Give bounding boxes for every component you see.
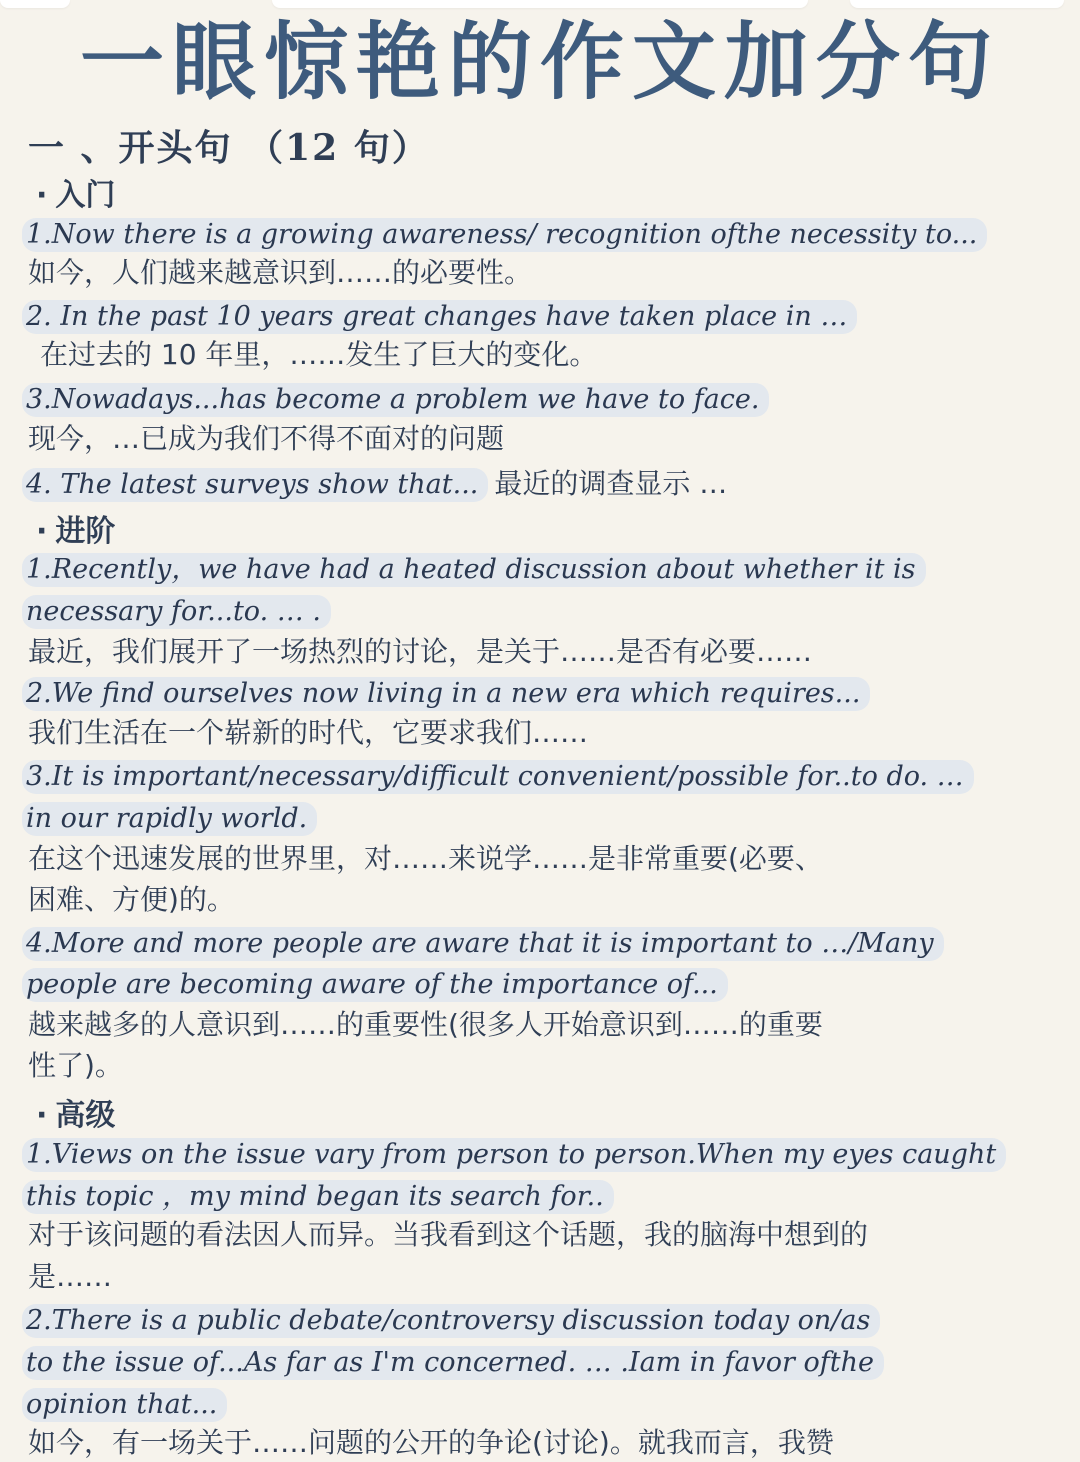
top-tab [272,0,808,8]
sentence-en: 2.There is a public debate/controversy discussion today on/as [22,1304,880,1338]
level-heading-entry [36,170,115,214]
sentence-zh: 性了)。 [28,1049,123,1082]
sentence-en: opinion that... [22,1388,227,1422]
sentence-en: 2.We find ourselves now living in a new era which requires... [22,677,870,711]
sentence-en: 1.Recently，we have had a heated discussion about whether it is [22,553,926,587]
page-title: 一眼惊艳的作文加分句 [79,12,1000,111]
sentence-zh: 对于该问题的看法因人而异。当我看到这个话题，我的脑海中想到的 [28,1218,869,1251]
sentence-en: 3.Nowadays...has become a problem we have to face. [22,383,769,417]
sentence-en: 1.Now there is a growing awareness/ recognition ofthe necessity to... [22,218,987,252]
level-heading-expert [36,1090,115,1134]
sentence-zh: 我们生活在一个崭新的时代，它要求我们…… [28,716,589,749]
sentence-en: necessary for...to. … . [22,595,331,629]
sentence-zh: 现今，…已成为我们不得不面对的问题 [28,422,505,455]
bullet-dot: · [36,178,48,213]
level-label: 进阶 [55,514,116,549]
sentence-en: in our rapidly world. [22,802,317,836]
sentence-zh: 如今，有一场关于……问题的公开的争论(讨论)。就我而言，我赞 [28,1426,834,1459]
sentence-zh: 最近，我们展开了一场热烈的讨论，是关于……是否有必要…… [28,635,813,668]
sentence-en: 4.More and more people are aware that it is important to …/Many [22,927,944,961]
sentence-zh: 困难、方便)的。 [28,883,235,916]
sentence-zh: 是…… [28,1260,113,1293]
sentence-zh: 在过去的 10 年里，……发生了巨大的变化。 [40,338,598,371]
level-label: 入门 [55,178,116,213]
level-heading-advanced [36,506,115,550]
sentence-en: to the issue of...As far as I'm concerned. … .Iam in favor ofthe [22,1346,884,1380]
sentence-en: 1.Views on the issue vary from person to person.When my eyes caught [22,1138,1006,1172]
bullet-dot: · [36,1098,48,1133]
sentence-en: 2. In the past 10 years great changes have taken place in … [22,300,857,334]
section-heading: 一 、开头句 （12 句） [28,127,430,169]
sentence-zh: 在这个迅速发展的世界里，对……来说学……是非常重要(必要、 [28,842,823,875]
top-tab [850,0,1064,8]
sentence-en: this topic ，my mind began its search for.. [22,1180,614,1214]
level-label: 高级 [55,1098,116,1133]
sentence-en: people are becoming aware of the importance of... [22,968,728,1002]
sentence-zh: 如今，人们越来越意识到……的必要性。 [28,256,533,289]
sentence-en: 4. The latest surveys show that... 最近的调查显示 … [22,465,727,503]
sentence-zh: 越来越多的人意识到……的重要性(很多人开始意识到……的重要 [28,1008,823,1041]
bullet-dot: · [36,514,48,549]
top-tab [0,0,70,8]
sentence-en: 3.It is important/necessary/difficult convenient/possible for..to do. … [22,760,974,794]
